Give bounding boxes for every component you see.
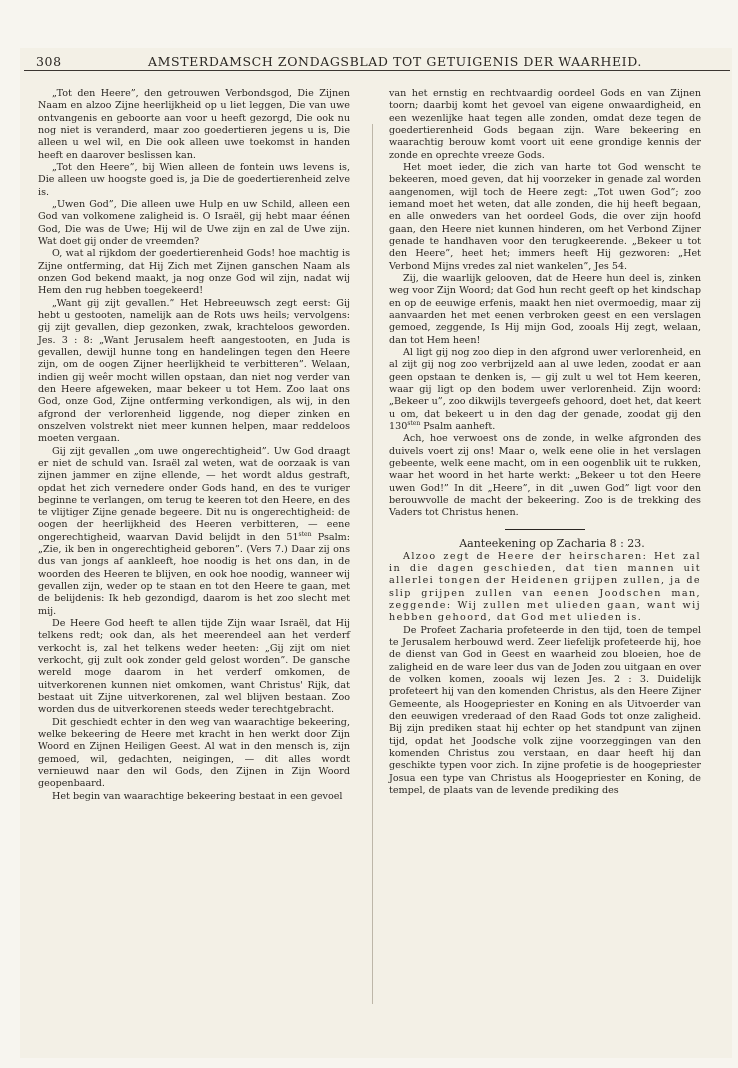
running-header [36,54,704,70]
paragraph: Zij, die waarlijk gelooven, dat de Heere hun deel is, zinken weg voor Zijn Woord; dat God hun recht geeft op het kindschap en op de eeuwige erfenis, maakt hen niet overmoedig, maar zij aanvaarden het met eenen verbroken geest en een verslagen gemoed, zeggende, Is Hij mijn God, zooals Hij zegt, welaan, dan tot Hem heen! [389,272,701,346]
paragraph: Al ligt gij nog zoo diep in den afgrond uwer verlorenheid, en al zijt gij nog zoo verbrijzeld aan al uwe leden, zoodat er aan geen opstaan te denken is, — gij zult u wel tot Hem keeren, waar gij ligt op den bodem uwer verlorenheid. Zijn woord: „Bekeer u”, zoo dikwijls tevergeefs gehoord, doet het, dat keert u om, dat bekeert u in den dag der genade, zoodat gij den $130^{sten}$ Psalm aanheft. [389,346,701,432]
paragraph: O, wat al rijkdom der goedertierenheid Gods! hoe machtig is Zijne ontferming, dat Hij Zich met Zijnen ganschen Naam als onzen God bekend maakt, ja nog onze God wil zijn, nadat wij Hem den rug hebben toegekeerd! [38,248,350,297]
section-heading: Aanteekening op Zacharia 8 : 23. [459,537,645,551]
header-rule [24,70,730,71]
page-number: 308 [36,54,62,69]
paragraph: De Profeet Zacharia profeteerde in den tijd, toen de tempel te Jerusalem herbouwd werd. Zeer liefelijk profeteerde hij, hoe de dienst van God in Geest en waarheid zou bloeien, hoe de zaligheid en de ware leer dus van de Joden zou uitgaan en over de volken komen, zooals wij lezen Jes. 2 : 3. Duidelijk profeteert hij van den komenden Christus, als den Heere Zijner Gemeente, als Hoogepriester en Koning en als Uitvoerder van den eeuwigen vrederaad of den Raad Gods tot onze zaligheid. Bij zijn prediken staat hij echter op het standpunt van zijnen tijd, opdat het Joodsche volk zijne voorzeggingen van den komenden Christus zou verstaan, en daar heeft hij dan geschikte typen voor zich. In zijne profetie is de hoogepriester Josua een type van Christus als Hoogepriester en Koning, de tempel, de plaats van de levende prediking des [389,624,701,797]
section-rule [505,529,585,530]
paragraph: „Tot den Heere”, bij Wien alleen de fontein uws levens is, Die alleen uw hoogste goed is, ja Die de goedertierenheid zelve is. [38,161,350,198]
scripture-quote: Alzoo zegt de Heere der heirscharen: Het zal in die dagen geschieden, dat tien mannen uit allerlei tongen der Heidenen grijpen zullen, ja de slip grijpen zullen van eenen Joodschen man, zeggende: Wij zullen met ulieden gaan, want wij hebben gehoord, dat God met ulieden is. [389,550,701,624]
paragraph: Dit geschiedt echter in den weg van waarachtige bekeering, welke bekeering de Heere met kracht in hen werkt door Zijn Woord en Zijnen Heiligen Geest. Al wat in den mensch is, zijn gemoed, wil, gedachten, neigingen, — dit alles wordt vernieuwd naar den wil Gods, den Zijnen in Zijn Woord geopenbaard. [38,716,350,790]
paragraph: Het begin van waarachtige bekeering bestaat in een gevoel [52,790,343,802]
paragraph: „Tot den Heere”, den getrouwen Verbondsgod, Die Zijnen Naam en alzoo Zijne heerlijkheid op u liet leggen, Die van uwe ontvangenis en geboorte aan voor u heeft gezorgd, Die ook nu nog niet is veranderd, maar zoo goedertieren jegens u is, Die alleen u wel wil, en Die ook alleen uwe toekomst in handen heeft en daarover beslissen kan. [38,88,350,161]
paragraph: van het ernstig en rechtvaardig oordeel Gods en van Zijnen toorn; daarbij komt het gevoel van eigene onwaardigheid, en een wezenlijke haat tegen alle zonden, omdat deze tegen de goedertierenheid Gods begaan zijn. Ware bekeering en waarachtig berouw komt voort uit eene grondige kennis der zonde en oprechte vreeze Gods. [389,88,701,161]
paragraph: „Want gij zijt gevallen.” Het Hebreeuwsch zegt eerst: Gij hebt u gestooten, namelijk aan de Rots uws heils; vervolgens: gij zijt gevallen, diep gezonken, zwak, krachteloos geworden. Jes. 3 : 8: „Want Jerusalem heeft aangestooten, en Juda is gevallen, dewijl hunne tong en handelingen tegen den Heere zijn, om de oogen Zijner heerlijkheid te verbitteren”. Welaan, indien gij weêr mocht willen opstaan, dan niet nog verder van den Heere afgeweken, maar bekeer u tot Hem. Zoo laat ons God, onze God, Zijne ontferming verkondigen, als wij, in den afgrond der verlorenheid liggende, nog dieper zinken en onszelven volstrekt niet meer kunnen helpen, maar reddeloos moeten vergaan. [38,297,350,445]
right-column [389,88,701,797]
paragraph: De Heere God heeft te allen tijde Zijn waar Israël, dat Hij telkens redt; ook dan, als het meerendeel aan het verderf verkocht is, zal het telkens weder heeten: „Gij zijt om niet verkocht, gij zult ook zonder geld gelost worden”. De gansche wereld moge daarom in het verderf omkomen, de uitverkorenen kunnen niet omkomen, want Christus' Rijk, dat bestaat uit Zijne uitverkorenen, zal wel blijven bestaan. Zoo worden dus de uitverkorenen steeds weder terechtgebracht. [38,618,350,716]
paragraph: Ach, hoe verwoest ons de zonde, in welke afgronden des duivels voert zij ons! Maar o, welk eene olie in het verslagen gebeente, welk eene macht, om in een oogenblik uit te rukken, waar het woord in het harte werkt: „Bekeer u tot den Heere uwen God!” In dit „Heere”, in dit „uwen God” ligt voor den berouwvolle de macht der bekeering. Zoo is de trekking des Vaders tot Christus henen. [389,433,701,519]
paragraph: „Uwen God”, Die alleen uwe Hulp en uw Schild, alleen een God van volkomene zaligheid is. O Israël, gij hebt maar éénen God, Die was de Uwe; Hij wil de Uwe zijn en zal de Uwe zijn. Wat doet gij onder de vreemden? [38,198,350,247]
left-column [38,88,350,803]
journal-title: AMSTERDAMSCH ZONDAGSBLAD TOT GETUIGENIS DER WAARHEID. [148,54,642,69]
paragraph: Het moet ieder, die zich van harte tot God wenscht te bekeeren, moed geven, dat hij voorzeker in genade zal worden aangenomen, wijl toch de Heere zegt: „Tot uwen God”; zoo iemand moet het weten, dat alle zonden, die hij heeft begaan, en alle onweders van het oordeel Gods, die over zijn hoofd gaan, den Heere niet kunnen hinderen, om het Verbond Zijner genade te handhaven voor den terugkeerende. „Bekeer u tot den Heere”, heet het; immers heeft Hij gezworen: „Het Verbond Mijns vredes zal niet wankelen”, Jes 54. [389,161,701,272]
column-divider [372,124,373,1004]
paragraph: Gij zijt gevallen „om uwe ongerechtigheid”. Uw God draagt er niet de schuld van. Israël zal weten, wat de oorzaak is van zijnen jammer en zijne ellende, — het wordt aldus gestraft, opdat het zich vernedere onder Gods hand, en des te vuriger beginne te verlangen, om terug te keeren tot den Heere, en des te vlijtiger Zijne genade begeere. Dit nu is ongerechtigheid: de oogen der heerlijkheid des Heeren verbitteren, — eene ongerechtigheid, waarvan David belijdt in den $51^{sten}$ Psalm: „Zie, ik ben in ongerechtigheid geboren”. (Vers 7.) Daar zij ons dus van jongs af aankleeft, hoe noodig is het ons dan, in de woorden des Heeren te blijven, en ook hoe noodig, wanneer wij gevallen zijn, weder op te staan en tot den Heere te gaan, met de belijdenis: Ik heb gezondigd, daarom is het zoo slecht met mij. [38,445,350,617]
